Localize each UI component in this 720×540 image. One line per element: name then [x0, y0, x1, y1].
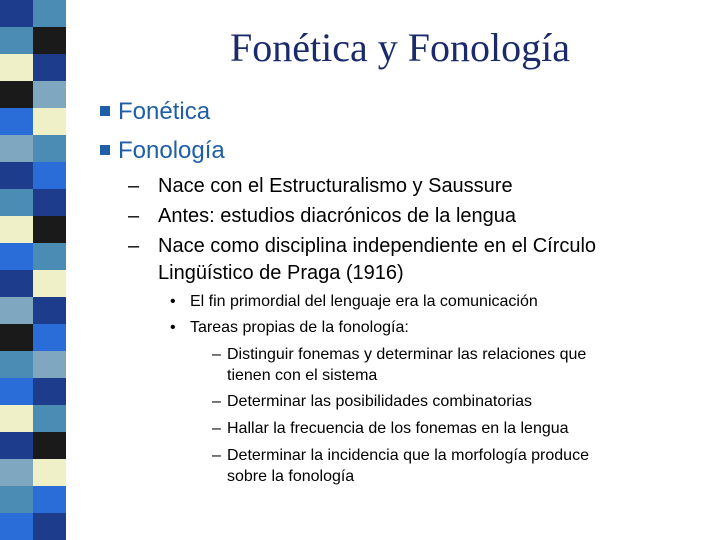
stripe-tile: [33, 513, 66, 540]
stripe-tile: [33, 486, 66, 513]
stripe-tile: [33, 324, 66, 351]
dash-marker: –: [212, 346, 221, 363]
sub-item-text: Nace como disciplina independiente en el Círculo: [158, 235, 597, 257]
sub-item: [128, 234, 596, 258]
stripe-tile: [33, 27, 66, 54]
task-item-text: Distinguir fonemas y determinar las relaciones que: [227, 346, 587, 363]
stripe-tile: [33, 0, 66, 27]
dash-marker: –: [212, 420, 221, 437]
dot-marker: •: [170, 319, 176, 336]
stripe-tile: [0, 216, 33, 243]
sub-item-text: Nace con el Estructuralismo y Saussure: [158, 175, 513, 197]
bullet-text: Fonología: [118, 137, 225, 164]
sub-item-text: Antes: estudios diacrónicos de la lengua: [158, 205, 517, 227]
stripe-tile: [33, 108, 66, 135]
stripe-tile: [33, 432, 66, 459]
task-item-text: Determinar la incidencia que la morfología produce: [227, 447, 589, 464]
stripe-tile: [0, 459, 33, 486]
stripe-tile: [0, 162, 33, 189]
stripe-tile: [33, 405, 66, 432]
task-item-text: Hallar la frecuencia de los fonemas en la lengua: [227, 420, 569, 437]
sub-sub-item-text: Tareas propias de la fonología:: [190, 319, 409, 336]
stripe-tile: [33, 270, 66, 297]
task-item-text: Determinar las posibilidades combinatorias: [227, 393, 533, 410]
stripe-tile: [0, 297, 33, 324]
stripe-tile: [0, 432, 33, 459]
dash-marker: –: [212, 447, 221, 464]
task-item: [212, 345, 586, 365]
stripe-tile: [33, 243, 66, 270]
stripe-tile: [33, 378, 66, 405]
stripe-tile: [0, 378, 33, 405]
stripe-tile: [33, 351, 66, 378]
bullet-text: Fonética: [118, 98, 211, 125]
stripe-tile: [33, 216, 66, 243]
dash-marker: –: [128, 205, 140, 227]
sub-item: [128, 174, 513, 198]
slide-title: Fonética y Fonología: [230, 25, 570, 70]
task-item: [212, 392, 532, 412]
task-item: [212, 419, 569, 439]
stripe-tile: [0, 81, 33, 108]
sub-item-continuation: Lingüístico de Praga (1916): [158, 262, 404, 284]
square-bullet-icon: [100, 106, 110, 116]
stripe-tile: [33, 162, 66, 189]
bullet-fonologia: [100, 137, 225, 165]
stripe-tile: [33, 297, 66, 324]
task-item-continuation: sobre la fonología: [227, 468, 355, 485]
task-item: [212, 446, 589, 466]
stripe-tile: [0, 108, 33, 135]
stripe-tile: [0, 243, 33, 270]
stripe-tile: [0, 270, 33, 297]
sub-item: [128, 204, 516, 228]
dash-marker: –: [128, 235, 140, 257]
stripe-tile: [33, 135, 66, 162]
stripe-tile: [0, 0, 33, 27]
stripe-tile: [33, 54, 66, 81]
task-item-continuation: tienen con el sistema: [227, 367, 378, 384]
dash-marker: –: [128, 175, 140, 197]
stripe-tile: [0, 351, 33, 378]
stripe-tile: [0, 189, 33, 216]
stripe-tile: [0, 486, 33, 513]
stripe-tile: [0, 27, 33, 54]
stripe-tile: [0, 54, 33, 81]
dot-marker: •: [170, 293, 176, 310]
stripe-tile: [0, 513, 33, 540]
dash-marker: –: [212, 393, 221, 410]
stripe-tile: [0, 405, 33, 432]
sub-sub-item-text: El fin primordial del lenguaje era la comunicación: [190, 293, 538, 310]
stripe-tile: [0, 324, 33, 351]
sub-sub-item: [170, 292, 538, 312]
bullet-fonetica: [100, 98, 210, 126]
stripe-tile: [0, 135, 33, 162]
sub-sub-item: [170, 318, 409, 338]
square-bullet-icon: [100, 145, 110, 155]
decorative-stripe: [0, 0, 66, 540]
stripe-tile: [33, 189, 66, 216]
stripe-tile: [33, 81, 66, 108]
stripe-tile: [33, 459, 66, 486]
